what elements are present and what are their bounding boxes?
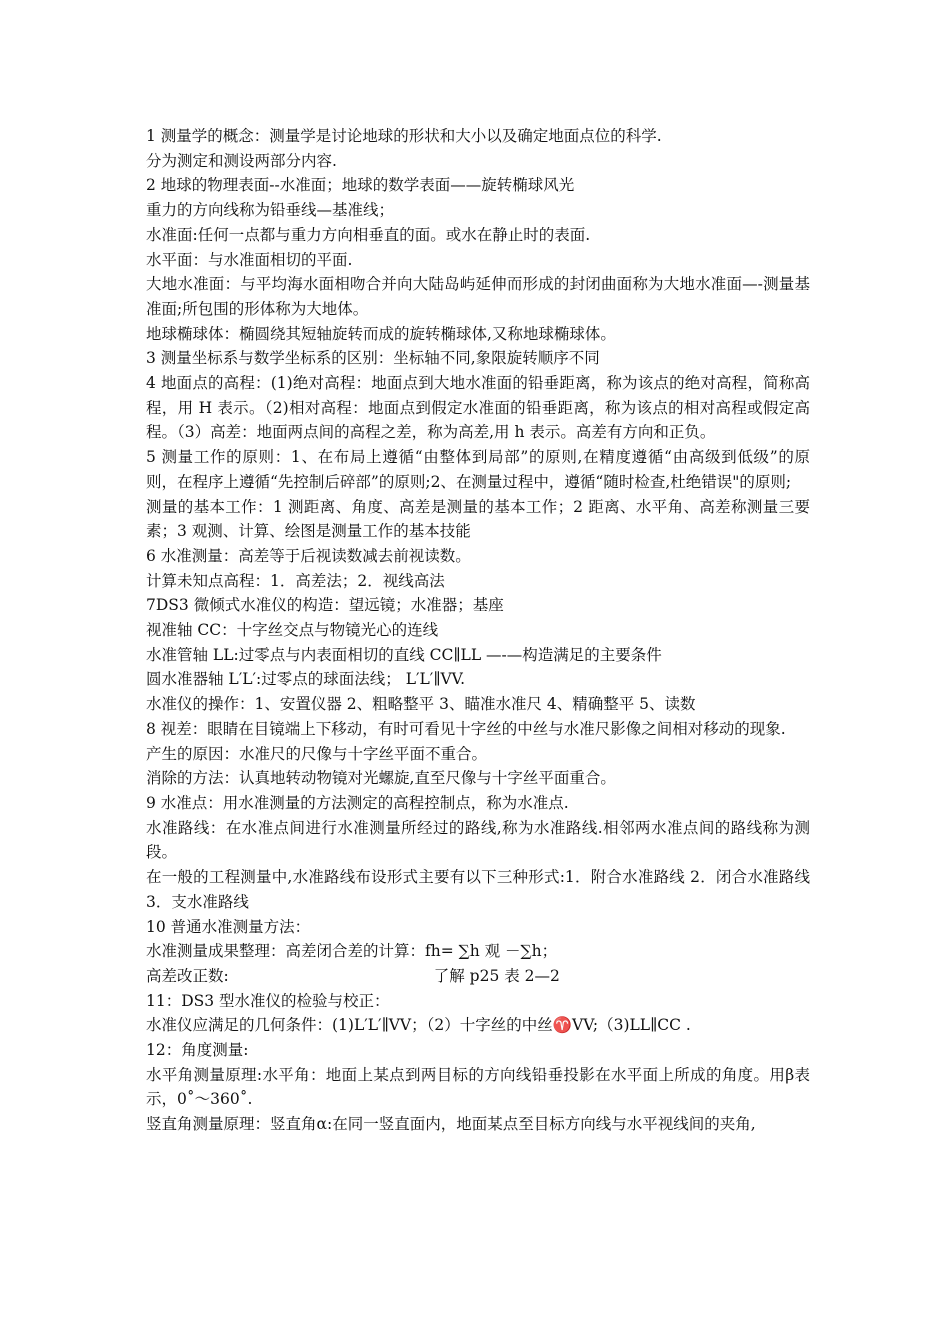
- paragraph: 水准路线：在水准点间进行水准测量所经过的路线,称为水准路线.相邻两水准点间的路线称为测段。: [146, 818, 810, 862]
- paragraph: 9 水准点：用水准测量的方法测定的高程控制点，称为水准点.: [146, 793, 569, 812]
- paragraph: 在一般的工程测量中,水准路线布设形式主要有以下三种形式:1．附合水准路线 2．闭合水准路线 3．支水准路线: [146, 868, 810, 911]
- paragraph: 3 测量坐标系与数学坐标系的区别：坐标轴不同,象限旋转顺序不同: [146, 349, 600, 368]
- paragraph: 水准测量成果整理：高差闭合差的计算：fh= ∑h 观 －∑h；: [146, 942, 558, 961]
- split-line: [146, 964, 810, 989]
- paragraph: 水平角测量原理:水平角：地面上某点到两目标的方向线铅垂投影在水平面上所成的角度。用β表示，0˚～360˚.: [146, 1065, 810, 1109]
- paragraph: 竖直角测量原理：竖直角α:在同一竖直面内，地面某点至目标方向线与水平视线间的夹角,: [146, 1115, 756, 1134]
- paragraph: 重力的方向线称为铅垂线—基准线；: [146, 201, 395, 220]
- paragraph: 地球椭球体：椭圆绕其短轴旋转而成的旋转椭球体,又称地球椭球体。: [146, 324, 616, 343]
- paragraph: 12：角度测量:: [146, 1041, 249, 1060]
- paragraph: 水平面：与水准面相切的平面.: [146, 250, 353, 269]
- paragraph: 水准面:任何一点都与重力方向相垂直的面。或水在静止时的表面.: [146, 225, 591, 244]
- paragraph: 7DS3 微倾式水准仪的构造：望远镜；水准器；基座: [146, 596, 504, 615]
- paragraph: 5 测量工作的原则：1、在布局上遵循“由整体到局部”的原则,在精度遵循“由高级到低级”的原则，在程序上遵循“先控制后碎部”的原则;2、在测量过程中，遵循“随时检查,杜绝错误"的原则;: [146, 448, 810, 491]
- paragraph: 10 普通水准测量方法：: [146, 917, 311, 936]
- paragraph: 水准管轴 LL:过零点与内表面相切的直线 CC∥LL —-—构造满足的主要条件: [146, 645, 662, 664]
- paragraph: 计算未知点高程：1．高差法；2．视线高法: [146, 571, 445, 590]
- paragraph: 1 测量学的概念：测量学是讨论地球的形状和大小以及确定地面点位的科学.: [146, 127, 662, 145]
- paragraph: 圆水准器轴 L′L′:过零点的球面法线； L′L′∥VV.: [146, 670, 466, 689]
- paragraph: 视准轴 CC：十字丝交点与物镜光心的连线: [146, 621, 439, 640]
- paragraph: 8 视差：眼睛在目镜端上下移动，有时可看见十字丝的中丝与水准尺影像之间相对移动的现象.: [146, 719, 786, 738]
- paragraph: 测量的基本工作：1 测距离、角度、高差是测量的基本工作；2 距离、水平角、高差称测量三要素；3 观测、计算、绘图是测量工作的基本技能: [146, 497, 810, 541]
- paragraph: 11：DS3 型水准仪的检验与校正：: [146, 991, 390, 1010]
- paragraph: 分为测定和测设两部分内容.: [146, 151, 337, 170]
- document-body: [146, 124, 810, 1137]
- paragraph: 消除的方法：认真地转动物镜对光螺旋,直至尺像与十字丝平面重合。: [146, 769, 616, 788]
- paragraph: 产生的原因：水准尺的尺像与十字丝平面不重合。: [146, 744, 488, 763]
- paragraph: 4 地面点的高程：(1)绝对高程：地面点到大地水准面的铅垂距离，称为该点的绝对高程，简称高程，用 H 表示。（2)相对高程：地面点到假定水准面的铅垂距离，称为该点的相对高程或假定高程。（3）高差：地面两点间的高程之差，称为高差,用 h 表示。高差有方向和正负。: [146, 374, 810, 442]
- paragraph: 水准仪应满足的几何条件：(1)L′L′∥VV；（2）十字丝的中丝♈VV;（3)LL∥CC .: [146, 1016, 691, 1035]
- paragraph: 水准仪的操作：1、安置仪器 2、粗略整平 3、瞄准水准尺 4、精确整平 5、读数: [146, 695, 696, 714]
- paragraph: 大地水准面：与平均海水面相吻合并向大陆岛屿延伸而形成的封闭曲面称为大地水准面—-测量基准面;所包围的形体称为大地体。: [146, 275, 810, 318]
- paragraph: 6 水准测量：高差等于后视读数减去前视读数。: [146, 546, 471, 565]
- split-line-left: 高差改正数:: [146, 966, 229, 985]
- paragraph: 2 地球的物理表面--水准面；地球的数学表面——旋转椭球风光: [146, 176, 575, 195]
- split-line-right: 了解 p25 表 2—2: [433, 966, 560, 985]
